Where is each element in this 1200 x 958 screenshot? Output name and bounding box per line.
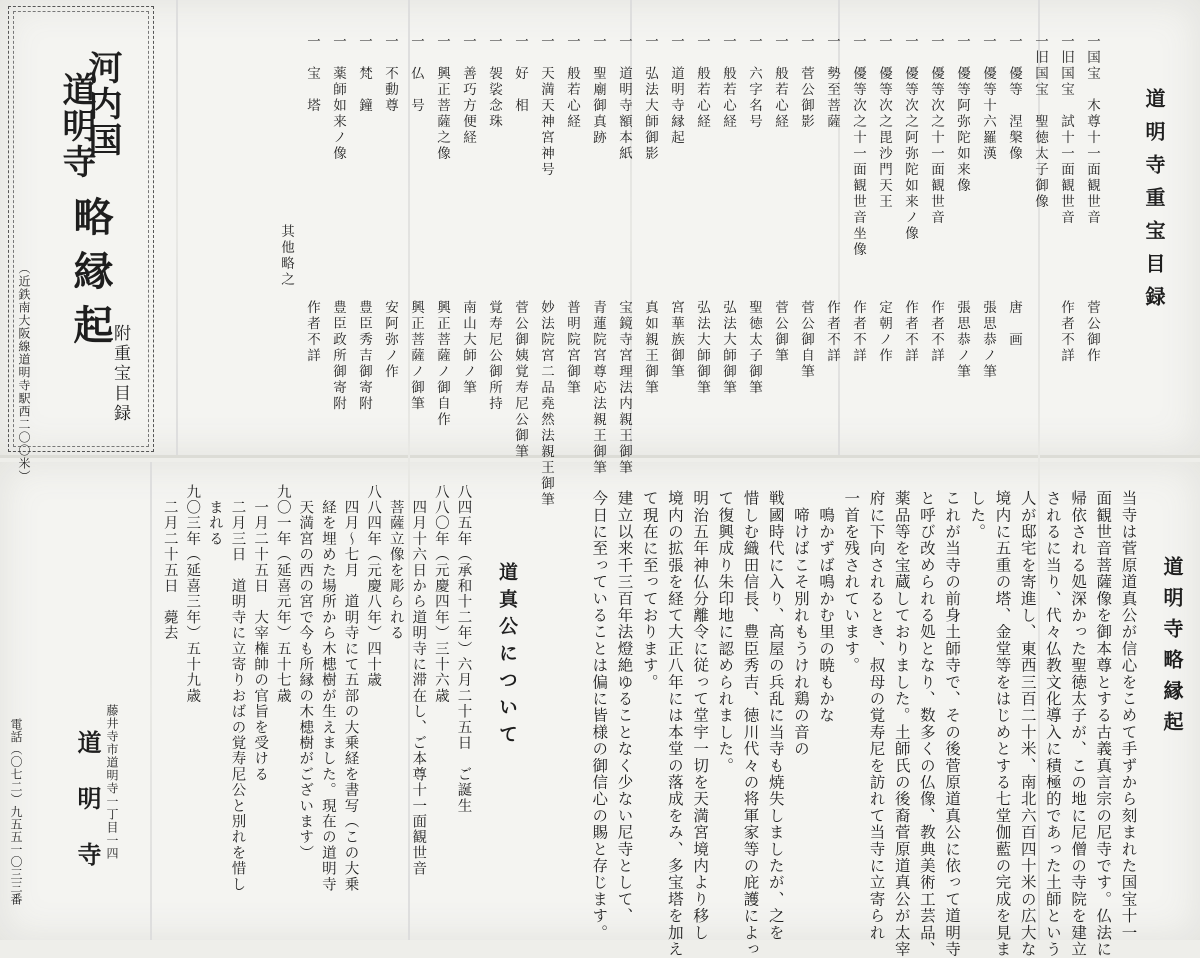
treasure-item-author: 唐 画 bbox=[1006, 300, 1022, 348]
treasure-item-name: 一 般若心経 bbox=[772, 34, 788, 130]
treasure-item-author: 張思恭ノ筆 bbox=[954, 300, 970, 380]
treasure-item-name: 一 仏 号 bbox=[408, 34, 424, 114]
michizane-text-column: 八四五年（承和十二年）六月二十五日 ご誕生 bbox=[455, 484, 472, 814]
treasure-item-name: 一 梵 鐘 bbox=[356, 34, 372, 114]
treasure-item-author: 宮華族御筆 bbox=[668, 300, 684, 380]
michizane-heading: 道真公について bbox=[496, 562, 518, 751]
engi-text-column: 建立以来千三百年法燈絶ゆることなく少ない尼寺として、 bbox=[615, 490, 634, 925]
treasure-item-author: 菅公御作 bbox=[1084, 300, 1100, 364]
engi-text-column: 明治五年神仏分離令に従って堂宇一切を天満宮境内より移し bbox=[691, 490, 710, 941]
michizane-text-column: 経を埋めた場所から木槵樹が生えました。現在の道明寺 bbox=[319, 484, 336, 893]
michizane-text-column: 四月～七月 道明寺にて五部の大乗経を書写（この大乗 bbox=[342, 484, 359, 893]
treasure-item-name: 一 優等 涅槃像 bbox=[1006, 34, 1022, 162]
cover-subtitle: 附重宝目録 bbox=[110, 324, 130, 424]
treasure-item-author: 安阿弥ノ作 bbox=[382, 300, 398, 380]
treasure-heading: 道明寺重宝目録 bbox=[1142, 88, 1166, 319]
cover-title-province: 河内国 bbox=[82, 50, 122, 158]
treasure-item-author: 興正菩薩ノ御自作 bbox=[434, 300, 450, 428]
michizane-text-column: 二月三日 道明寺に立寄りおばの覚寿尼公と別れを惜し bbox=[229, 484, 246, 893]
treasure-item-name: 一旧国宝 試十一面観世音 bbox=[1058, 34, 1074, 226]
treasure-item-name: 一 般若心経 bbox=[694, 34, 710, 130]
treasure-item-name: 一 興正菩薩之像 bbox=[434, 34, 450, 162]
engi-text-column: 鳴かずば鳴かむ里の暁もかな bbox=[817, 490, 836, 724]
engi-text-column: 薬品等を宝蔵しておりました。土師氏の後裔菅原道真公が太宰 bbox=[892, 490, 911, 958]
treasure-item-author: 定朝ノ作 bbox=[876, 300, 892, 364]
fold-line-1 bbox=[176, 0, 178, 455]
treasure-item-name: 一 般若心経 bbox=[564, 34, 580, 130]
treasure-item-name: 一 優等次之十一面観世音 bbox=[928, 34, 944, 226]
engi-text-column: 当寺は菅原道真公が信心をこめて手ずから刻まれた国宝十一 bbox=[1119, 490, 1138, 941]
treasure-item-author: 聖徳太子御筆 bbox=[746, 300, 762, 396]
treasure-item-name: 一 菅公御影 bbox=[798, 34, 814, 130]
contact-address: 藤井寺市道明寺一丁目一四 bbox=[105, 704, 119, 860]
treasure-item-name: 一 道明寺縁起 bbox=[668, 34, 684, 146]
treasure-item-author: 弘法大師御筆 bbox=[720, 300, 736, 396]
treasure-item-author: 張思恭ノ筆 bbox=[980, 300, 996, 380]
engi-text-column: 面観世音菩薩像を御本尊とする古義真言宗の尼寺です。仏法に bbox=[1094, 490, 1113, 958]
contact-temple-name: 道 明 寺 bbox=[73, 730, 102, 870]
treasure-item-author: 菅公御自筆 bbox=[798, 300, 814, 380]
treasure-item-author: 作者不詳 bbox=[902, 300, 918, 364]
treasure-item-name: 一国宝 木尊十一面観世音 bbox=[1084, 34, 1100, 226]
cover-title-temple: 道明寺 bbox=[56, 72, 96, 180]
treasure-item-name: 一 袈裟念珠 bbox=[486, 34, 502, 130]
michizane-text-column: 天満宮の西の宮で今も所縁の木槵樹がございます） bbox=[297, 484, 314, 861]
treasure-item-author: 豊臣秀吉御寄附 bbox=[356, 300, 372, 412]
michizane-text-column: 一月二十五日 大宰権帥の官旨を受ける bbox=[252, 484, 269, 783]
treasure-item-author: 作者不詳 bbox=[928, 300, 944, 364]
engi-text-column: 惜しむ織田信長、豊臣秀吉、徳川代々の将軍家等の庇護によっ bbox=[741, 490, 760, 958]
treasure-item-author: 作者不詳 bbox=[1058, 300, 1074, 364]
treasure-item-name: 一旧国宝 聖徳太子御像 bbox=[1032, 34, 1048, 210]
engi-text-column: 人が邸宅を寄進し、東西三百二十米、南北六百四十米の広大な bbox=[1018, 490, 1037, 958]
treasure-item-author: 普明院宮御筆 bbox=[564, 300, 580, 396]
michizane-text-column: 八八〇年（元慶四年）三十六歳 bbox=[432, 484, 449, 704]
engi-text-column: 帰依される処深かった聖徳太子が、この地に尼僧の寺院を建立 bbox=[1069, 490, 1088, 958]
michizane-text-column: まれる bbox=[206, 484, 223, 547]
engi-text-column: これが当寺の前身土師寺で、その後菅原道真公に依って道明寺 bbox=[943, 490, 962, 958]
fold-line-6 bbox=[150, 462, 152, 940]
engi-text-column: 府に下向されるとき、叔母の覚寿尼を訪れて当寺に立寄られ bbox=[867, 490, 886, 941]
cover-access-note: （近鉄南大阪線道明寺駅西二〇〇米） bbox=[17, 262, 31, 483]
michizane-text-column: 八八四年（元慶八年）四十歳 bbox=[365, 484, 382, 689]
michizane-text-column: 九〇三年（延喜三年）五十九歳 bbox=[184, 484, 201, 704]
treasure-item-author: 作者不詳 bbox=[850, 300, 866, 364]
engi-text-column: 戦國時代に入り、高屋の兵乱に当寺も焼失しましたが、之を bbox=[766, 490, 785, 941]
treasure-item-author: 豊臣政所御寄附 bbox=[330, 300, 346, 412]
treasure-item-name: 一 聖廟御真跡 bbox=[590, 34, 606, 146]
michizane-text-column: 二月二十五日 薨去 bbox=[161, 484, 178, 641]
michizane-text-column: 菩薩立像を彫られる bbox=[387, 484, 404, 641]
treasure-item-name: 其他略之 bbox=[278, 224, 294, 288]
treasure-item-author: 宝鏡寺宮理法内親王御筆 bbox=[616, 300, 632, 476]
treasure-item-author: 妙法院宮二品堯然法親王御筆 bbox=[538, 300, 554, 508]
engi-text-column: 一首を残されています。 bbox=[842, 490, 861, 674]
treasure-item-name: 一 不動尊 bbox=[382, 34, 398, 114]
treasure-item-author: 弘法大師御筆 bbox=[694, 300, 710, 396]
treasure-item-author: 作者不詳 bbox=[304, 300, 320, 364]
engi-text-column: て復興成り朱印地に認められました。 bbox=[716, 490, 735, 774]
treasure-item-name: 一 優等次之毘沙門天王 bbox=[876, 34, 892, 210]
treasure-item-name: 一 宝 塔 bbox=[304, 34, 320, 114]
treasure-item-name: 一 弘法大師御影 bbox=[642, 34, 658, 162]
treasure-item-name: 一 薬師如来ノ像 bbox=[330, 34, 346, 162]
engi-text-column: て現在に至っております。 bbox=[640, 490, 659, 691]
treasure-item-author: 菅公御姨覚寿尼公御筆 bbox=[512, 300, 528, 460]
treasure-item-author: 興正菩薩ノ御筆 bbox=[408, 300, 424, 412]
treasure-item-name: 一 善巧方便経 bbox=[460, 34, 476, 146]
engi-text-column: 啼けばこそ別れもうけれ鶏の音の bbox=[791, 490, 810, 758]
engi-text-column: した。 bbox=[968, 490, 987, 541]
treasure-item-name: 一 優等次之阿弥陀如来ノ像 bbox=[902, 34, 918, 242]
treasure-item-author: 覚寿尼公御所持 bbox=[486, 300, 502, 412]
treasure-item-name: 一 勢至菩薩 bbox=[824, 34, 840, 130]
treasure-item-name: 一 道明寺額本紙 bbox=[616, 34, 632, 162]
michizane-text-column: 四月十六日から道明寺に滞在し、ご本尊十一面観世音 bbox=[410, 484, 427, 877]
engi-text-column: 境内に五重の塔、金堂等をはじめとする七堂伽藍の完成を見ま bbox=[993, 490, 1012, 958]
michizane-text-column: 九〇一年（延喜元年）五十七歳 bbox=[274, 484, 291, 704]
treasure-item-author: 菅公御筆 bbox=[772, 300, 788, 364]
treasure-item-name: 一 般若心経 bbox=[720, 34, 736, 130]
treasure-item-name: 一 優等十六羅漢 bbox=[980, 34, 996, 162]
engi-text-column: 今日に至っていることは偏に皆様の御信心の賜と存じます。 bbox=[590, 490, 609, 941]
contact-phone: 電話（〇七二）九五五一〇三三番 bbox=[9, 718, 23, 906]
treasure-item-author: 南山大師ノ筆 bbox=[460, 300, 476, 396]
treasure-item-name: 一 好 相 bbox=[512, 34, 528, 114]
engi-text-column: されるに当り、代々仏教文化導入に積極的であった土師という bbox=[1043, 490, 1062, 958]
cover-title-main: 略縁起 bbox=[67, 196, 114, 358]
engi-text-column: 境内の拡張を経て大正八年には本堂の落成をみ、多宝塔を加え bbox=[665, 490, 684, 958]
treasure-item-name: 一 優等阿弥陀如来像 bbox=[954, 34, 970, 194]
treasure-item-name: 一 六字名号 bbox=[746, 34, 762, 130]
engi-heading: 道明寺略縁起 bbox=[1160, 556, 1184, 742]
treasure-item-author: 真如親王御筆 bbox=[642, 300, 658, 396]
treasure-item-author: 作者不詳 bbox=[824, 300, 840, 364]
treasure-item-author: 青蓮院宮尊応法親王御筆 bbox=[590, 300, 606, 476]
treasure-item-name: 一 優等次之十一面観世音坐像 bbox=[850, 34, 866, 258]
engi-text-column: と呼び改められる処となり、数多くの仏像、教典美術工芸品、 bbox=[917, 490, 936, 958]
treasure-item-name: 一 天満天神宮神号 bbox=[538, 34, 554, 178]
